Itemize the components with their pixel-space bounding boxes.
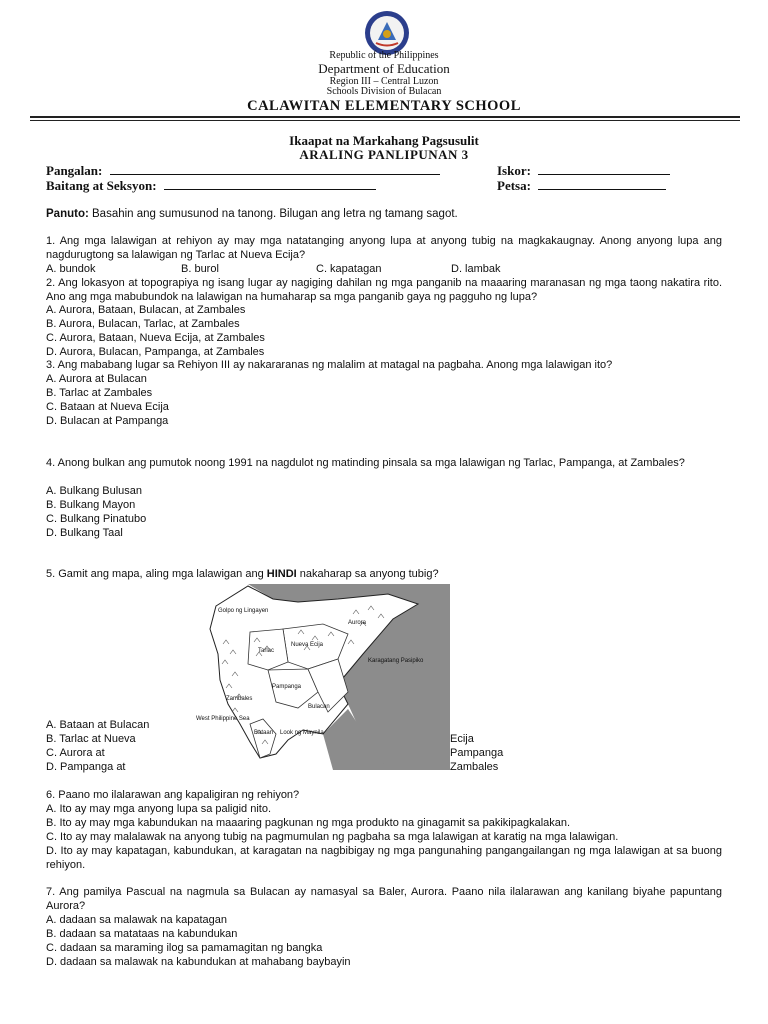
exam-subject: ARALING PANLIPUNAN 3 [299,147,469,162]
question-1: 1. Ang mga lalawigan at rehiyon ay may mga natatanging anyong lupa at anyong tubig na magkakaugnay. Anong anyong lupa ang nagdurugtong sa lalawigan ng Tarlac at Nueva Ecija? [46,235,722,261]
map-label-wps: West Philippine Sea [196,716,250,722]
map-label-nueva-ecija: Nueva Ecija [291,642,324,648]
q5-option-c-cont: Pampanga [450,747,504,759]
q1-options [46,263,722,277]
q4-option-a[interactable]: A. Bulkang Bulusan [46,485,143,497]
name-label: Pangalan: [46,163,103,178]
q6-option-d[interactable]: D. Ito ay may kapatagan, kabundukan, at karagatan na nagbibigay ng mga pangunahing pangangailangan ng mga lalawigan at sa buong rehiyon. [46,845,722,871]
question-5 [46,568,439,582]
q2-option-c[interactable]: C. Aurora, Bataan, Nueva Ecija, at Zambales [46,332,265,344]
map-label-manila-bay: Look ng Maynila [280,730,324,736]
exam-title: Ikaapat na Markahang Pagsusulit [289,133,479,148]
score-blank[interactable] [538,164,670,175]
map-label-tarlac: Tarlac [258,648,275,654]
score-field[interactable] [497,163,670,179]
q7-option-c[interactable]: C. dadaan sa maraming ilog sa pamamagitan ng bangka [46,942,323,954]
q4-option-b[interactable]: B. Bulkang Mayon [46,499,136,511]
q1-option-d[interactable]: D. lambak [451,263,501,275]
map-label-lingayen: Golpo ng Lingayen [218,608,269,614]
question-2: 2. Ang lokasyon at topograpiya ng isang lugar ay nagiging dahilan ng mga panganib na maaaring maranasan ng mga taong nakatira rito. Ano ang mga mabubundok na lalawigan na humaharap sa mga panganib gaya ng pagguho ng lupa? [46,277,722,303]
q4-option-d[interactable]: D. Bulkang Taal [46,527,123,539]
map-label-pacific: Karagatang Pasipiko [368,658,424,664]
q1-option-c[interactable]: C. kapatagan [316,263,382,275]
header-rule-thin [30,120,740,121]
directions-text: Basahin ang sumusunod na tanong. Bilugan ang letra ng tamang sagot. [92,208,458,220]
grade-section-field[interactable] [46,178,376,194]
name-blank[interactable] [110,164,440,175]
grade-section-label: Baitang at Seksyon: [46,178,157,193]
score-label: Iskor: [497,163,531,178]
map-label-bulacan: Bulacan [308,704,330,710]
question-7: 7. Ang pamilya Pascual na nagmula sa Bulacan ay namasyal sa Baler, Aurora. Paano nila ilalarawan ang kanilang biyahe papuntang Aurora? [46,886,722,912]
date-blank[interactable] [538,179,666,190]
map-label-zambales: Zambales [226,696,253,702]
q5-option-d[interactable]: D. Pampanga at [46,761,126,773]
q1-option-a[interactable]: A. bundok [46,263,96,275]
q7-option-a[interactable]: A. dadaan sa malawak na kapatagan [46,914,228,926]
date-field[interactable] [497,178,666,194]
q6-option-c[interactable]: C. Ito ay may malalawak na anyong tubig na pagmumulan ng pagbaha sa mga lalawigan at karatig na mga lalawigan. [46,831,619,843]
q5-text-bold: HINDI [266,568,297,580]
q2-option-b[interactable]: B. Aurora, Bulacan, Tarlac, at Zambales [46,318,240,330]
question-6: 6. Paano mo ilalarawan ang kapaligiran ng rehiyon? [46,789,300,801]
question-4: 4. Anong bulkan ang pumutok noong 1991 na nagdulot ng matinding pinsala sa mga lalawigan ng Tarlac, Pampanga, at Zambales? [46,457,685,469]
directions [46,208,458,222]
map-label-pampanga: Pampanga [272,684,302,690]
q7-option-b[interactable]: B. dadaan sa matataas na kabundukan [46,928,238,940]
map-label-bataan: Bataan [254,730,274,736]
q5-option-c[interactable]: C. Aurora at [46,747,105,759]
header-rule-thick [30,116,740,118]
q6-option-b[interactable]: B. Ito ay may mga kabundukan na maaaring pagkunan ng mga produkto na ginagamit sa pakikipagkalakan. [46,817,571,829]
q3-option-c[interactable]: C. Bataan at Nueva Ecija [46,401,169,413]
directions-label: Panuto: [46,208,89,220]
date-label: Petsa: [497,178,531,193]
q5-option-b-cont: Ecija [450,733,474,745]
q1-option-b[interactable]: B. burol [181,263,219,275]
division-text: Schools Division of Bulacan [326,86,442,97]
q3-option-d[interactable]: D. Bulacan at Pampanga [46,415,169,427]
q5-text-post: nakaharap sa anyong tubig? [296,568,439,580]
q2-option-d[interactable]: D. Aurora, Bulacan, Pampanga, at Zambales [46,346,265,358]
name-field[interactable] [46,163,440,179]
q5-option-a[interactable]: A. Bataan at Bulacan [46,719,150,731]
question-3: 3. Ang mababang lugar sa Rehiyon III ay nakararanas ng malalim at matagal na pagbaha. Anong mga lalawigan ito? [46,359,613,371]
q7-option-d[interactable]: D. dadaan sa malawak na kabundukan at mahabang baybayin [46,956,351,968]
q3-option-b[interactable]: B. Tarlac at Zambales [46,387,153,399]
region-3-map [188,584,450,770]
q6-option-a[interactable]: A. Ito ay may mga anyong lupa sa paligid nito. [46,803,272,815]
school-name: CALAWITAN ELEMENTARY SCHOOL [247,98,521,114]
q5-option-d-cont: Zambales [450,761,499,773]
department-text: Department of Education [318,61,450,76]
region-text: Region III – Central Luzon [329,76,439,87]
q5-option-b[interactable]: B. Tarlac at Nueva [46,733,136,745]
grade-section-blank[interactable] [164,179,376,190]
q4-option-c[interactable]: C. Bulkang Pinatubo [46,513,147,525]
q3-option-a[interactable]: A. Aurora at Bulacan [46,373,147,385]
q2-option-a[interactable]: A. Aurora, Bataan, Bulacan, at Zambales [46,304,246,316]
q5-text-pre: 5. Gamit ang mapa, aling mga lalawigan ang [46,568,267,580]
map-label-aurora: Aurora [348,620,367,626]
republic-text: Republic of the Philippines [329,50,439,61]
